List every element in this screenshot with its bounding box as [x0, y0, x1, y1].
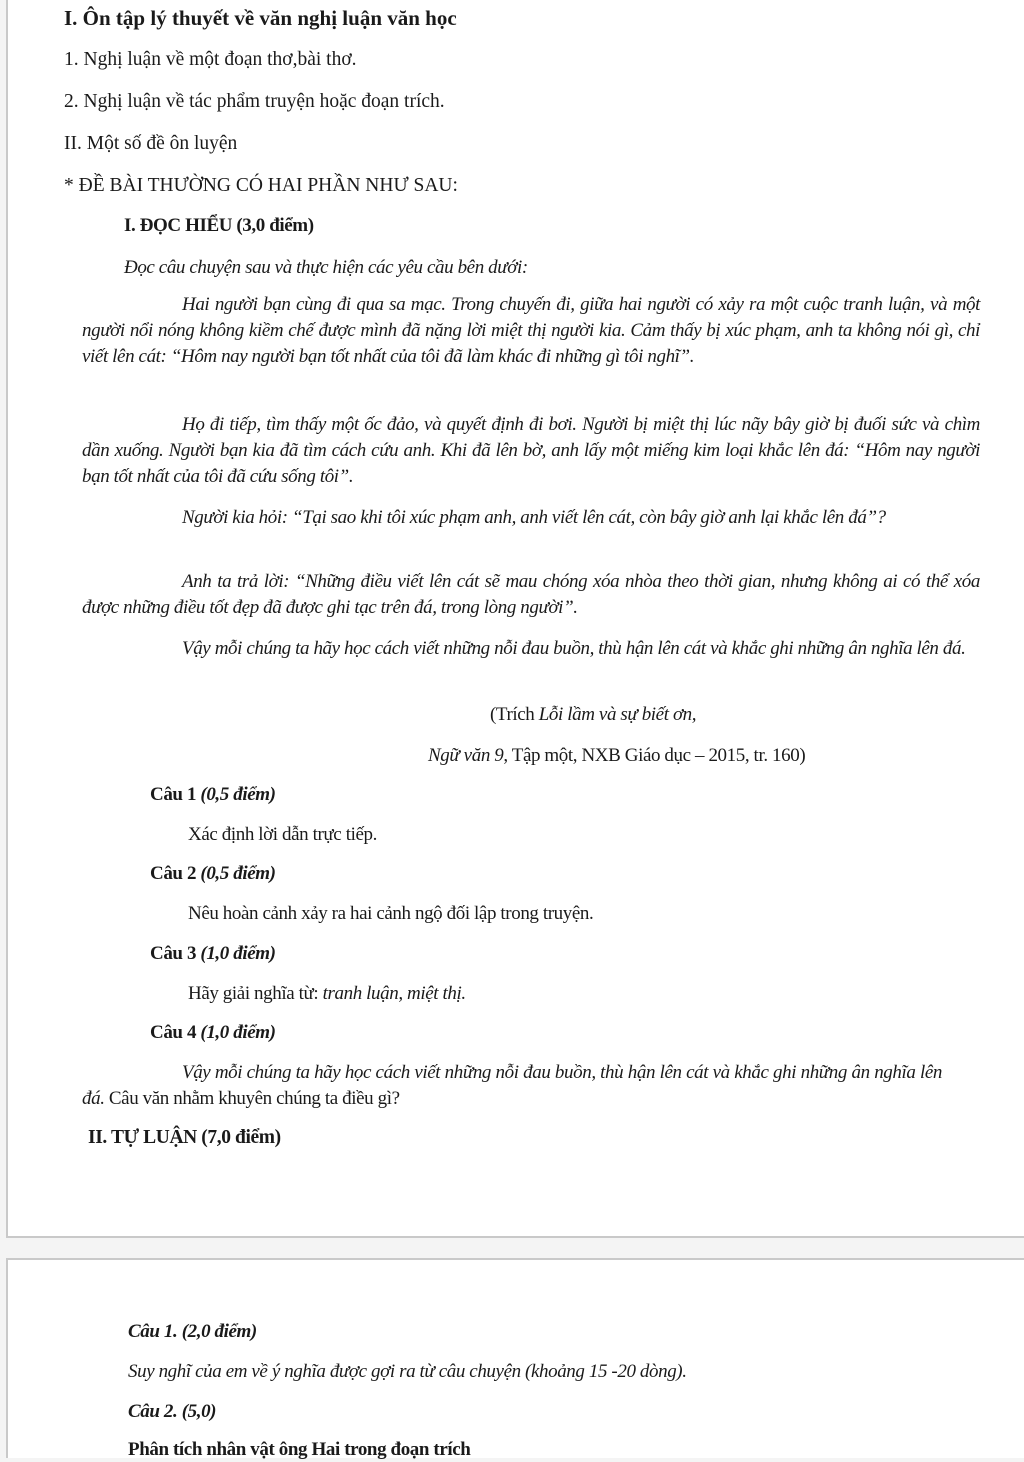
question-4-title: Câu 4 (1,0 điểm)	[150, 1022, 276, 1043]
essay-question-1-text: Suy nghĩ của em về ý nghĩa được gợi ra từ câu chuyện (khoảng 15 -20 dòng).	[128, 1361, 687, 1382]
story-paragraph-2: Họ đi tiếp, tìm thấy một ốc đảo, và quyết định đi bơi. Người bị miệt thị lúc nãy bây giờ bị đuối sức và chìm dần xuống. Người bạn kia đã tìm cách cứu anh. Khi đã lên bờ, anh lấy một miếng kim loại khắc lên đá: “Hôm nay người bạn tốt nhất của tôi đã cứu sống tôi”.	[82, 414, 980, 487]
citation-line-1: (Trích Lỗi lầm và sự biết ơn,	[490, 704, 697, 725]
outline-item-1: 1. Nghị luận về một đoạn thơ,bài thơ.	[64, 49, 357, 70]
story-paragraph-1: Hai người bạn cùng đi qua sa mạc. Trong chuyến đi, giữa hai người có xảy ra một cuộc tranh luận, và một người nổi nóng không kiềm chế được mình đã nặng lời miệt thị người kia. Cảm thấy bị xúc phạm, anh ta không nói gì, chỉ viết lên cát: “Hôm nay người bạn tốt nhất của tôi đã làm khác đi những gì tôi nghĩ”.	[82, 294, 980, 367]
essay-question-1-title: Câu 1. (2,0 điểm)	[128, 1321, 257, 1342]
story-paragraph-5: Vậy mỗi chúng ta hãy học cách viết những nỗi đau buồn, thù hận lên cát và khắc ghi những ân nghĩa lên đá.	[182, 638, 966, 659]
citation-line-2: Ngữ văn 9, Tập một, NXB Giáo dục – 2015, tr. 160)	[428, 745, 806, 766]
heading-practice: II. Một số đề ôn luyện	[64, 133, 238, 154]
question-2-title: Câu 2 (0,5 điểm)	[150, 863, 276, 884]
outline-item-2: 2. Nghị luận về tác phẩm truyện hoặc đoạn trích.	[64, 91, 445, 112]
story-paragraph-4: Anh ta trả lời: “Những điều viết lên cát sẽ mau chóng xóa nhòa theo thời gian, nhưng không ai có thể xóa được những điều tốt đẹp đã được ghi tạc trên đá, trong lòng người”.	[82, 571, 980, 618]
question-1-text: Xác định lời dẫn trực tiếp.	[188, 824, 377, 845]
story-paragraph-3: Người kia hỏi: “Tại sao khi tôi xúc phạm anh, anh viết lên cát, còn bây giờ anh lại khắc lên đá”?	[182, 507, 886, 528]
reading-instruction: Đọc câu chuyện sau và thực hiện các yêu cầu bên dưới:	[124, 257, 528, 278]
question-3-text: Hãy giải nghĩa từ: tranh luận, miệt thị.	[188, 983, 466, 1004]
question-1-title: Câu 1 (0,5 điểm)	[150, 784, 276, 805]
question-4-text: Vậy mỗi chúng ta hãy học cách viết những nỗi đau buồn, thù hận lên cát và khắc ghi những ân nghĩa lên đá. Câu văn nhằm khuyên chúng ta điều gì?	[82, 1062, 942, 1109]
question-2-text: Nêu hoàn cảnh xảy ra hai cảnh ngộ đối lập trong truyện.	[188, 903, 594, 924]
section-essay-title: II. TỰ LUẬN (7,0 điểm)	[88, 1127, 281, 1148]
section-reading-title: I. ĐỌC HIỂU (3,0 điểm)	[124, 215, 314, 236]
question-3-title: Câu 3 (1,0 điểm)	[150, 943, 276, 964]
essay-question-2-title: Câu 2. (5,0)	[128, 1401, 217, 1422]
structure-note: * ĐỀ BÀI THƯỜNG CÓ HAI PHẦN NHƯ SAU:	[64, 175, 458, 196]
essay-question-2-text-partial: Phân tích nhân vật ông Hai trong đoạn trích	[128, 1439, 471, 1460]
heading-theory: I. Ôn tập lý thuyết về văn nghị luận văn học	[64, 6, 457, 30]
document-page-2	[6, 1258, 1024, 1458]
